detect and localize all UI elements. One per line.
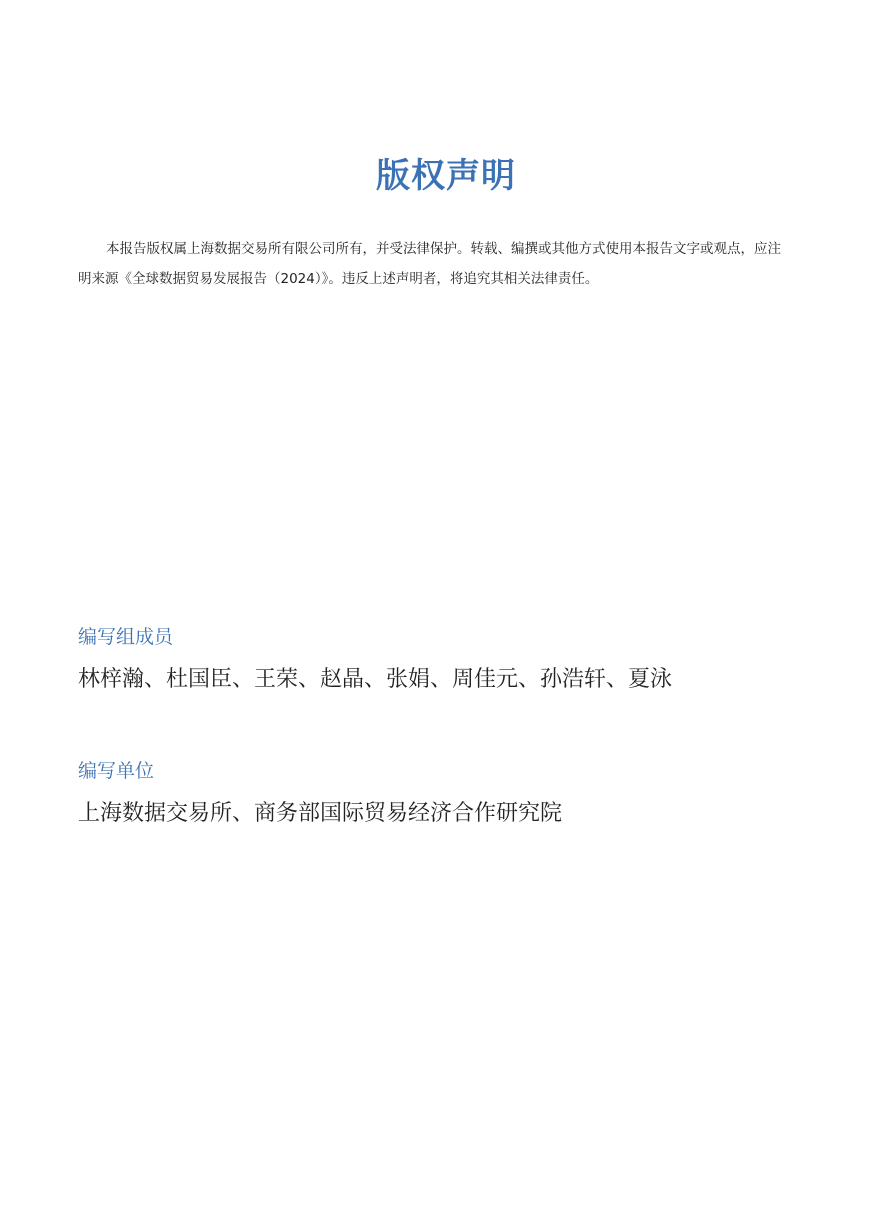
copyright-statement: 本报告版权属上海数据交易所有限公司所有，并受法律保护。转载、编撰或其他方式使用本报告文字或观点，应注明来源《全球数据贸易发展报告（2024）》。违反上述声明者，将追究其相关法律责任。 xyxy=(78,241,781,287)
units-label: 编写单位 xyxy=(78,760,155,782)
members-list: 林梓瀚、杜国臣、王荣、赵晶、张娟、周佳元、孙浩轩、夏泳 xyxy=(78,667,673,692)
page-title: 版权声明 xyxy=(376,156,516,196)
members-label: 编写组成员 xyxy=(78,626,174,648)
units-list: 上海数据交易所、商务部国际贸易经济合作研究院 xyxy=(78,801,563,826)
